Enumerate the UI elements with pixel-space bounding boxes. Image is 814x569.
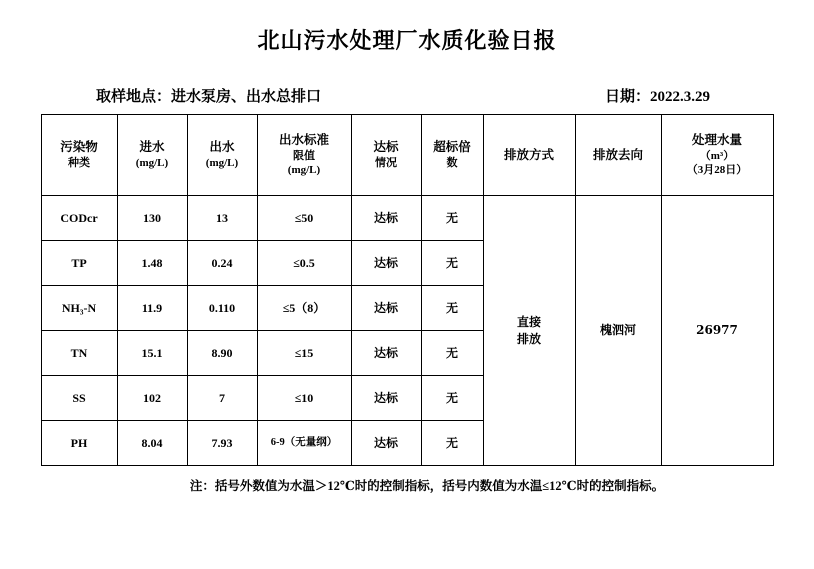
cell-pollutant: TN (41, 331, 117, 376)
cell-standard: ≤15 (257, 331, 351, 376)
cell-standard: ≤5（8） (257, 286, 351, 331)
col-water-volume (661, 115, 773, 196)
meta-row (96, 85, 718, 106)
cell-inflow: 130 (117, 196, 187, 241)
cell-pollutant: TP (41, 241, 117, 286)
cell-standard: ≤0.5 (257, 241, 351, 286)
page-title: 北山污水处理厂水质化验日报 (257, 28, 557, 54)
cell-exceed: 无 (421, 376, 483, 421)
cell-inflow: 1.48 (117, 241, 187, 286)
cell-outflow: 0.24 (187, 241, 257, 286)
col-inflow-line1: 进水 (139, 140, 165, 155)
cell-exceed: 无 (421, 286, 483, 331)
report-date: 日期：2022.3.29 (604, 89, 710, 105)
cell-pollutant: PH (41, 421, 117, 466)
col-inflow-unit: (mg/L) (135, 157, 169, 170)
col-compliance (351, 115, 421, 196)
col-exceed-line1: 超标倍 (433, 140, 471, 155)
cell-compliance: 达标 (351, 331, 421, 376)
col-standard-line1: 出水标准 (278, 132, 329, 147)
col-pollutant-line1: 污染物 (60, 140, 98, 155)
col-standard-unit: (mg/L) (287, 164, 321, 177)
cell-exceed: 无 (421, 196, 483, 241)
cell-compliance: 达标 (351, 421, 421, 466)
cell-standard: ≤10 (257, 376, 351, 421)
cell-outflow: 13 (187, 196, 257, 241)
cell-inflow: 102 (117, 376, 187, 421)
cell-outflow: 7.93 (187, 421, 257, 466)
cell-compliance: 达标 (351, 286, 421, 331)
cell-compliance: 达标 (351, 376, 421, 421)
col-water-volume-unit: （m³） (699, 149, 735, 162)
cell-outflow: 0.110 (187, 286, 257, 331)
cell-discharge-method (483, 196, 575, 466)
col-outflow (187, 115, 257, 196)
cell-water-volume: 26977 (661, 196, 773, 466)
cell-exceed: 无 (421, 241, 483, 286)
col-outflow-unit: (mg/L) (205, 157, 239, 170)
table-header-row (41, 115, 773, 196)
cell-exceed: 无 (421, 421, 483, 466)
cell-pollutant: SS (41, 376, 117, 421)
cell-pollutant: NH₃-N (41, 286, 117, 331)
col-pollutant-line2: 种类 (68, 157, 90, 170)
cell-compliance: 达标 (351, 241, 421, 286)
col-standard-line2: 限值 (293, 149, 315, 162)
cell-outflow: 8.90 (187, 331, 257, 376)
col-discharge-method: 排放方式 (483, 115, 575, 196)
col-standard (257, 115, 351, 196)
col-water-volume-line1: 处理水量 (691, 132, 742, 147)
cell-outflow: 7 (187, 376, 257, 421)
col-water-volume-date: （3月28日） (686, 164, 748, 177)
cell-discharge-destination: 槐泗河 (575, 196, 661, 466)
sampling-location: 取样地点：进水泵房、出水总排口 (96, 89, 322, 105)
cell-standard: 6-9（无量纲） (257, 421, 351, 466)
water-quality-table (41, 114, 774, 466)
discharge-method-line2: 排放 (516, 331, 541, 346)
col-exceed (421, 115, 483, 196)
cell-exceed: 无 (421, 331, 483, 376)
cell-inflow: 11.9 (117, 286, 187, 331)
table-row (41, 196, 773, 241)
discharge-method-line1: 直接 (516, 315, 541, 330)
col-discharge-destination: 排放去向 (575, 115, 661, 196)
cell-compliance: 达标 (351, 196, 421, 241)
col-exceed-line2: 数 (446, 157, 458, 170)
col-compliance-line1: 达标 (373, 140, 399, 155)
cell-pollutant: CODcr (41, 196, 117, 241)
report-page (0, 24, 814, 569)
col-outflow-line1: 出水 (209, 140, 235, 155)
cell-inflow: 8.04 (117, 421, 187, 466)
col-pollutant (41, 115, 117, 196)
col-inflow (117, 115, 187, 196)
cell-inflow: 15.1 (117, 331, 187, 376)
table-footnote: 注：括号外数值为水温＞12℃时的控制指标，括号内数值为水温≤12℃时的控制指标。 (189, 479, 665, 493)
cell-standard: ≤50 (257, 196, 351, 241)
col-compliance-line2: 情况 (375, 157, 397, 170)
